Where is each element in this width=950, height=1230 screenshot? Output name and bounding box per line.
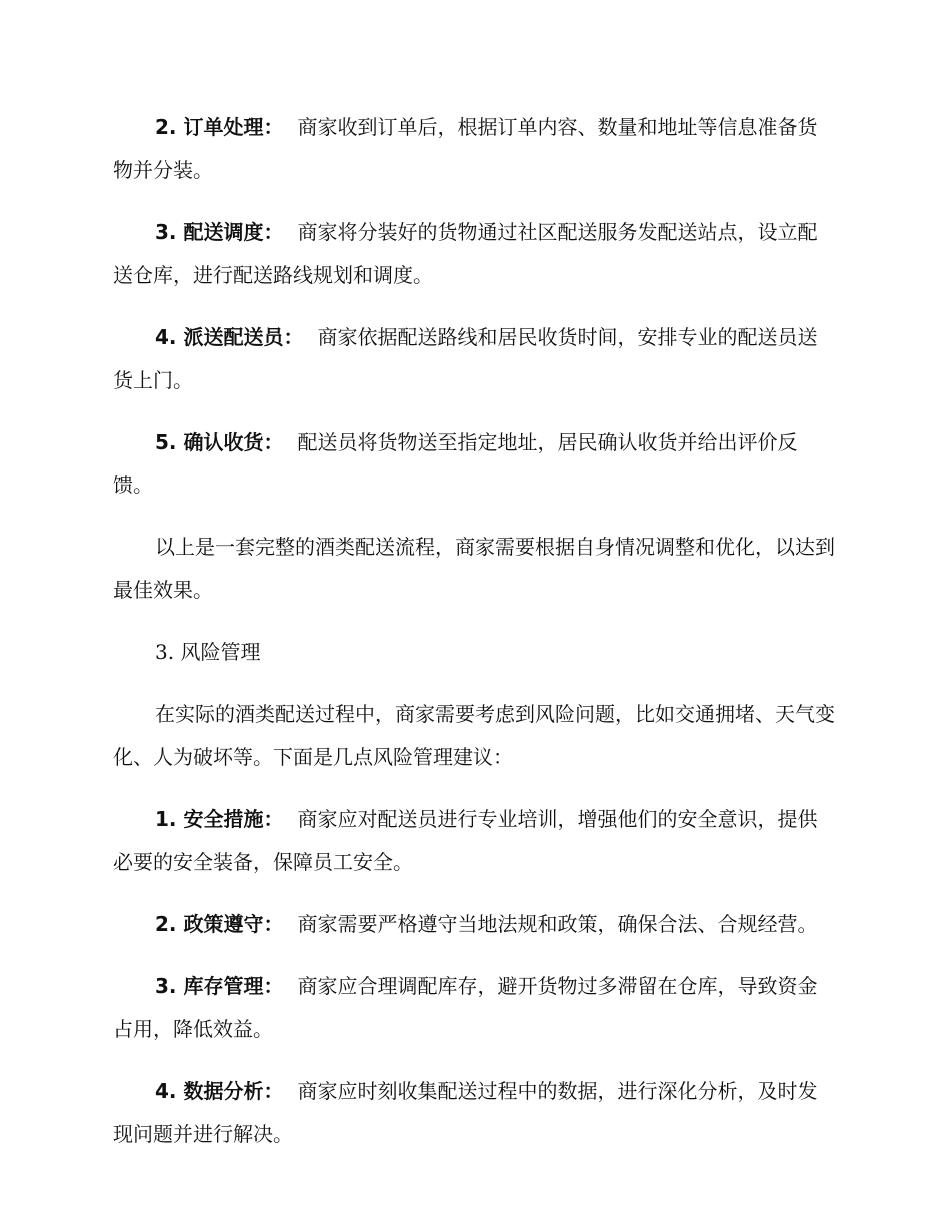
term-label: 3. 配送调度 [155, 220, 264, 244]
term-label: 2. 订单处理 [155, 115, 264, 139]
paragraph-text: 商家应合理调配库存，避开货物过多滞留在仓库，导致资金占用，降低效益。 [113, 974, 818, 1041]
term-separator: ： [263, 220, 284, 244]
term-separator: ： [263, 807, 284, 831]
paragraph-text: 商家应对配送员进行专业培训，增强他们的安全意识，提供必要的安全装备，保障员工安全。 [113, 807, 818, 874]
term-separator: ： [283, 325, 304, 349]
paragraph-confirm-receipt [113, 421, 837, 507]
paragraph-safety-measures [113, 798, 837, 884]
term-separator: ： [263, 1079, 284, 1103]
term-separator: ： [263, 430, 284, 454]
paragraph-text: 商家依据配送路线和居民收货时间，安排专业的配送员送货上门。 [113, 325, 818, 392]
term-label: 2. 政策遵守 [155, 912, 264, 936]
term-separator: ： [263, 115, 284, 139]
paragraph-assign-courier [113, 316, 837, 402]
paragraph-data-analysis [113, 1070, 837, 1156]
paragraph-order-processing [113, 106, 837, 192]
term-label: 4. 派送配送员 [155, 325, 284, 349]
term-label: 5. 确认收货 [155, 430, 264, 454]
paragraph-text: 商家将分装好的货物通过社区配送服务发配送站点，设立配送仓库，进行配送路线规划和调度。 [113, 220, 818, 287]
paragraph-inventory-management [113, 965, 837, 1051]
term-label: 1. 安全措施 [155, 807, 264, 831]
paragraph-delivery-dispatch [113, 211, 837, 297]
paragraph-text: 配送员将货物送至指定地址，居民确认收货并给出评价反馈。 [113, 430, 798, 497]
paragraph-summary: 以上是一套完整的酒类配送流程，商家需要根据自身情况调整和优化，以达到最佳效果。 [113, 535, 835, 602]
paragraph-text: 商家收到订单后，根据订单内容、数量和地址等信息准备货物并分装。 [113, 115, 818, 182]
paragraph-risk-intro: 在实际的酒类配送过程中，商家需要考虑到风险问题，比如交通拥堵、天气变化、人为破坏等。下面是几点风险管理建议： [113, 702, 835, 769]
paragraph-text: 商家需要严格遵守当地法规和政策，确保合法、合规经营。 [297, 912, 818, 936]
term-separator: ： [263, 912, 284, 936]
term-separator: ： [263, 974, 284, 998]
term-label: 3. 库存管理 [155, 974, 264, 998]
paragraph-policy-compliance [113, 903, 837, 946]
term-label: 4. 数据分析 [155, 1079, 264, 1103]
section-heading: 3. 风险管理 [155, 640, 261, 664]
document-body [113, 106, 837, 1175]
paragraph-text: 商家应时刻收集配送过程中的数据，进行深化分析，及时发现问题并进行解决。 [113, 1079, 818, 1146]
